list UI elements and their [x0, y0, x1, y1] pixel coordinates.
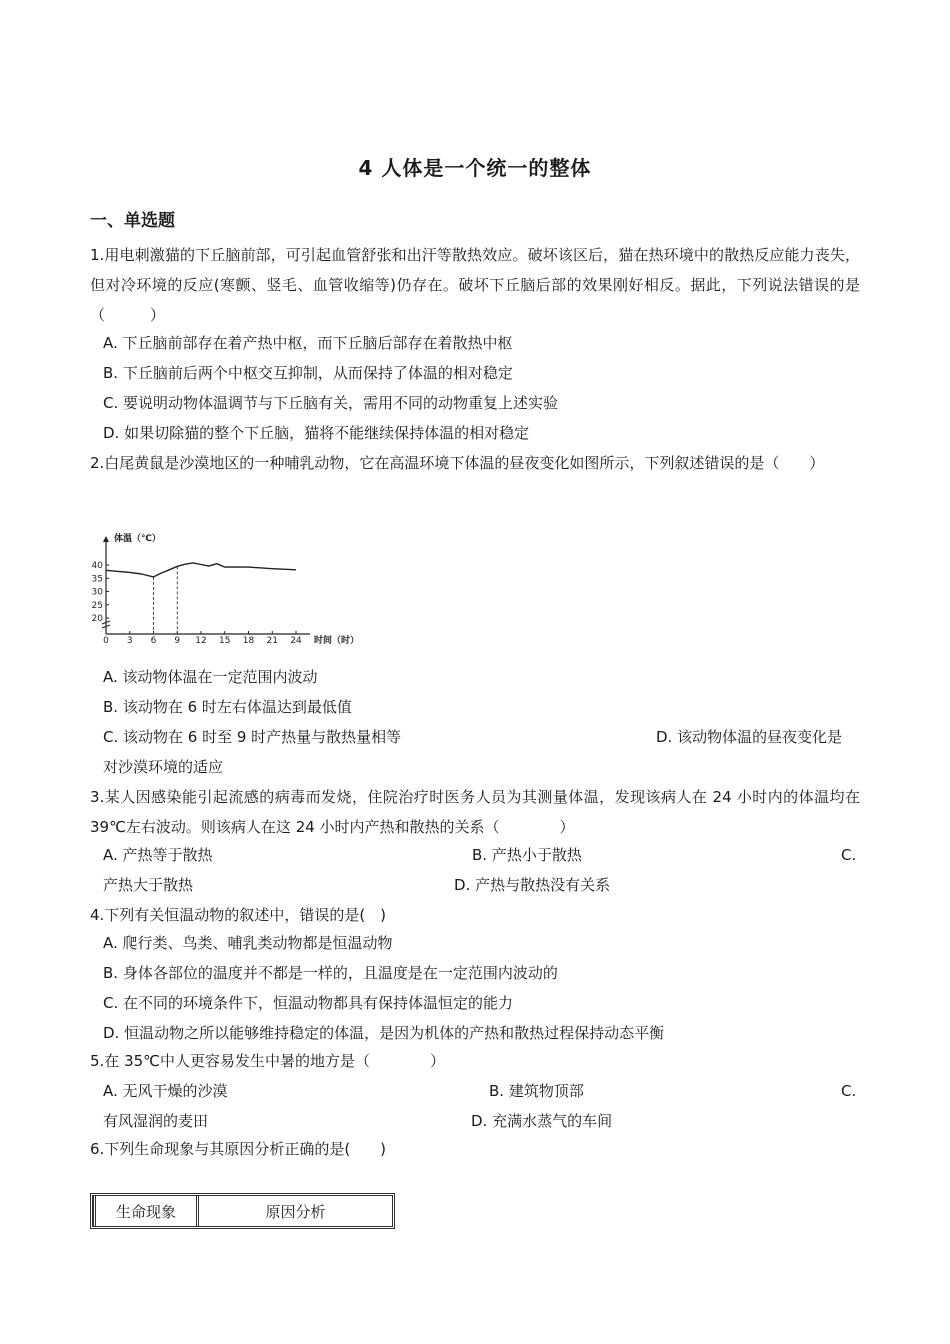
question-1-stem: 1.用电刺激猫的下丘脑前部，可引起血管舒张和出汗等散热效应。破坏该区后，猫在热环境中的散热反应能力丧失，但对冷环境的反应(寒颤、竖毛、血管收缩等)仍存在。破坏下丘脑后部的效果刚好相反。据此，下列说法错误的是（ ） — [90, 246, 860, 324]
chart-y-tick-label: 30 — [92, 587, 103, 598]
question-1-option-a[interactable]: A. 下丘脑前部存在着产热中枢，而下丘脑后部存在着散热中枢 — [103, 334, 513, 352]
question-1-option-b[interactable]: B. 下丘脑前后两个中枢交互抑制，从而保持了体温的相对稳定 — [103, 364, 513, 382]
question-5-option-b[interactable]: B. 建筑物顶部 — [489, 1082, 584, 1100]
chart-markers — [154, 566, 178, 634]
question-6-stem: 6.下列生命现象与其原因分析正确的是( ) — [90, 1140, 387, 1158]
chart-x-tick-label: 12 — [195, 636, 207, 646]
question-3-option-b[interactable]: B. 产热小于散热 — [472, 846, 582, 864]
chart-x-tick-label: 21 — [266, 636, 278, 646]
chart-x-tick-label: 24 — [290, 636, 302, 646]
question-3-option-d[interactable]: D. 产热与散热没有关系 — [454, 876, 611, 894]
question-4-option-b[interactable]: B. 身体各部位的温度并不都是一样的，且温度是在一定范围内波动的 — [103, 964, 558, 982]
table-header-analysis: 原因分析 — [196, 1196, 392, 1226]
question-2-option-d[interactable]: D. 该动物体温的昼夜变化是 — [656, 728, 843, 746]
chart-y-tick-label: 35 — [92, 574, 103, 585]
chart-x-tick-label: 6 — [150, 636, 157, 646]
chart-y-tick-label: 25 — [92, 600, 103, 611]
question-2-option-b[interactable]: B. 该动物在 6 时左右体温达到最低值 — [103, 698, 352, 716]
question-5-stem: 5.在 35℃中人更容易发生中暑的地方是（ ） — [90, 1052, 446, 1070]
chart-x-tick-label: 15 — [219, 636, 231, 646]
question-5-option-d[interactable]: D. 充满水蒸气的车间 — [471, 1112, 613, 1130]
chart-ylabel: 体温（℃） — [114, 534, 161, 544]
question-3-option-a[interactable]: A. 产热等于散热 — [103, 846, 213, 864]
table-header-row — [93, 1196, 392, 1226]
chart-ticks — [92, 561, 302, 646]
chart-xlabel: 时间（时） — [314, 636, 360, 646]
chart-y-tick-label: 20 — [92, 614, 103, 624]
question-5-option-a[interactable]: A. 无风干燥的沙漠 — [103, 1082, 228, 1100]
chart-series — [106, 563, 296, 577]
chart-x-tick-label: 18 — [242, 636, 255, 646]
question-6-table — [90, 1193, 395, 1229]
question-4-option-a[interactable]: A. 爬行类、鸟类、哺乳类动物都是恒温动物 — [103, 934, 393, 952]
question-4-stem: 4.下列有关恒温动物的叙述中，错误的是( ) — [90, 906, 387, 924]
chart-series-line — [106, 563, 296, 577]
question-3-option-c-continued: 产热大于散热 — [103, 876, 194, 894]
section-heading: 一、单选题 — [90, 211, 175, 231]
question-4-option-d[interactable]: D. 恒温动物之所以能够维持稳定的体温，是因为机体的产热和散热过程保持动态平衡 — [103, 1024, 665, 1042]
chart-x-tick-label: 3 — [126, 636, 133, 646]
chart-x-tick-label: 9 — [174, 636, 181, 646]
question-1-option-c[interactable]: C. 要说明动物体温调节与下丘脑有关，需用不同的动物重复上述实验 — [103, 394, 559, 412]
chart-y-arrow — [103, 536, 109, 542]
question-3-stem: 3.某人因感染能引起流感的病毒而发烧，住院治疗时医务人员为其测量体温，发现该病人在 24 小时内的体温均在 39℃左右波动。则该病人在这 24 小时内产热和散热的关系（ ） — [90, 788, 860, 836]
question-2-stem: 2.白尾黄鼠是沙漠地区的一种哺乳动物，它在高温环境下体温的昼夜变化如图所示，下列叙述错误的是（ ） — [90, 454, 825, 472]
question-4-option-c[interactable]: C. 在不同的环境条件下，恒温动物都具有保持体温恒定的能力 — [103, 994, 514, 1012]
chart-x-tick-label: 0 — [103, 636, 109, 646]
chart-axes — [102, 536, 310, 634]
question-5-option-c[interactable]: C. — [841, 1082, 857, 1100]
question-2-option-c[interactable]: C. 该动物在 6 时至 9 时产热量与散热量相等 — [103, 728, 402, 746]
question-2-option-a[interactable]: A. 该动物体温在一定范围内波动 — [103, 668, 318, 686]
body-temperature-chart — [92, 530, 367, 650]
page-title: 4 人体是一个统一的整体 — [358, 156, 592, 180]
question-5-option-c-continued: 有风湿润的麦田 — [103, 1112, 209, 1130]
chart-y-tick-label: 40 — [92, 561, 103, 571]
table-header-phenomenon: 生命现象 — [93, 1196, 196, 1226]
question-1-option-d[interactable]: D. 如果切除猫的整个下丘脑，猫将不能继续保持体温的相对稳定 — [103, 424, 530, 442]
question-2-option-d-continued: 对沙漠环境的适应 — [103, 758, 224, 776]
question-3-option-c[interactable]: C. — [841, 846, 857, 864]
